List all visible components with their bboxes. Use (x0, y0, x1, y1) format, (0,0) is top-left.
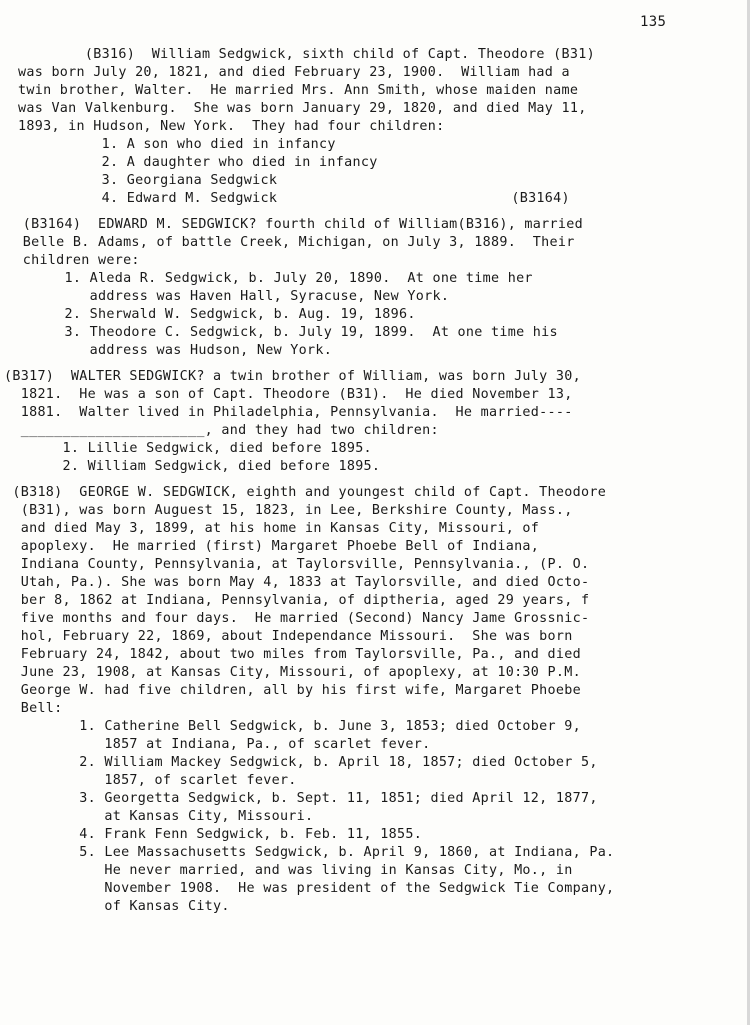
text-line: Belle B. Adams, of battle Creek, Michigan, on July 3, 1889. Their (6, 235, 575, 250)
text-line: 1857, of scarlet fever. (4, 773, 297, 788)
text-line: Indiana County, Pennsylvania, at Taylorsville, Pennsylvania., (P. O. (4, 557, 590, 572)
text-line: and died May 3, 1899, at his home in Kansas City, Missouri, of (4, 521, 540, 536)
text-line: twin brother, Walter. He married Mrs. Ann Smith, whose maiden name (18, 83, 579, 98)
text-line: (B3164) EDWARD M. SEDGWICK? fourth child of William(B316), married (6, 217, 583, 232)
text-line: ber 8, 1862 at Indiana, Pennsylvania, of diptheria, aged 29 years, f (4, 593, 590, 608)
text-line: 1857 at Indiana, Pa., of scarlet fever. (4, 737, 431, 752)
text-line: 1. A son who died in infancy (18, 137, 336, 152)
text-line: Utah, Pa.). She was born May 4, 1833 at Taylorsville, and died Octo- (4, 575, 590, 590)
text-line: 3. Theodore C. Sedgwick, b. July 19, 1899. At one time his (6, 325, 558, 340)
text-line: 2. William Mackey Sedgwick, b. April 18, 1857; died October 5, (4, 755, 598, 770)
text-line: (B317) WALTER SEDGWICK? a twin brother of William, was born July 30, (4, 369, 581, 384)
text-line: was Van Valkenburg. She was born January 29, 1820, and died May 11, (18, 101, 587, 116)
text-line: 2. A daughter who died in infancy (18, 155, 378, 170)
text-line: 4. Edward M. Sedgwick (B3164) (18, 191, 570, 206)
text-line: 5. Lee Massachusetts Sedgwick, b. April 9, 1860, at Indiana, Pa. (4, 845, 615, 860)
text-line: five months and four days. He married (Second) Nancy Jame Grossnic- (4, 611, 590, 626)
text-line: of Kansas City. (4, 899, 230, 914)
text-line: 3. Georgetta Sedgwick, b. Sept. 11, 1851; died April 12, 1877, (4, 791, 598, 806)
text-line: George W. had five children, all by his first wife, Margaret Phoebe (4, 683, 581, 698)
text-line: June 23, 1908, at Kansas City, Missouri, of apoplexy, at 10:30 P.M. (4, 665, 581, 680)
text-line: 1821. He was a son of Capt. Theodore (B31). He died November 13, (4, 387, 573, 402)
text-line: February 24, 1842, about two miles from Taylorsville, Pa., and died (4, 647, 581, 662)
text-line: 2. Sherwald W. Sedgwick, b. Aug. 19, 1896. (6, 307, 416, 322)
text-line: 1. Catherine Bell Sedgwick, b. June 3, 1853; died October 9, (4, 719, 581, 734)
text-line: ______________________, and they had two children: (4, 423, 439, 438)
text-line: was born July 20, 1821, and died February 23, 1900. William had a (18, 65, 570, 80)
text-line: 1881. Walter lived in Philadelphia, Pennsylvania. He married---- (4, 405, 573, 420)
page-number: 135 (640, 14, 667, 30)
text-line: 1893, in Hudson, New York. They had four children: (18, 119, 445, 134)
text-line: (B31), was born Auguest 15, 1823, in Lee, Berkshire County, Mass., (4, 503, 573, 518)
text-line: 4. Frank Fenn Sedgwick, b. Feb. 11, 1855. (4, 827, 423, 842)
text-line: 1. Lillie Sedgwick, died before 1895. (4, 441, 372, 456)
text-line: He never married, and was living in Kansas City, Mo., in (4, 863, 573, 878)
text-line: at Kansas City, Missouri. (4, 809, 314, 824)
text-line: (B316) William Sedgwick, sixth child of Capt. Theodore (B31) (18, 47, 595, 62)
text-line: address was Haven Hall, Syracuse, New York. (6, 289, 450, 304)
text-line: hol, February 22, 1869, about Independance Missouri. She was born (4, 629, 573, 644)
text-line: children were: (6, 253, 140, 268)
text-line: (B318) GEORGE W. SEDGWICK, eighth and youngest child of Capt. Theodore (4, 485, 607, 500)
text-line: 2. William Sedgwick, died before 1895. (4, 459, 381, 474)
text-line: apoplexy. He married (first) Margaret Phoebe Bell of Indiana, (4, 539, 540, 554)
text-line: 3. Georgiana Sedgwick (18, 173, 278, 188)
text-line: address was Hudson, New York. (6, 343, 333, 358)
text-line: November 1908. He was president of the Sedgwick Tie Company, (4, 881, 615, 896)
text-line: 1. Aleda R. Sedgwick, b. July 20, 1890. At one time her (6, 271, 533, 286)
text-line: Bell: (4, 701, 63, 716)
